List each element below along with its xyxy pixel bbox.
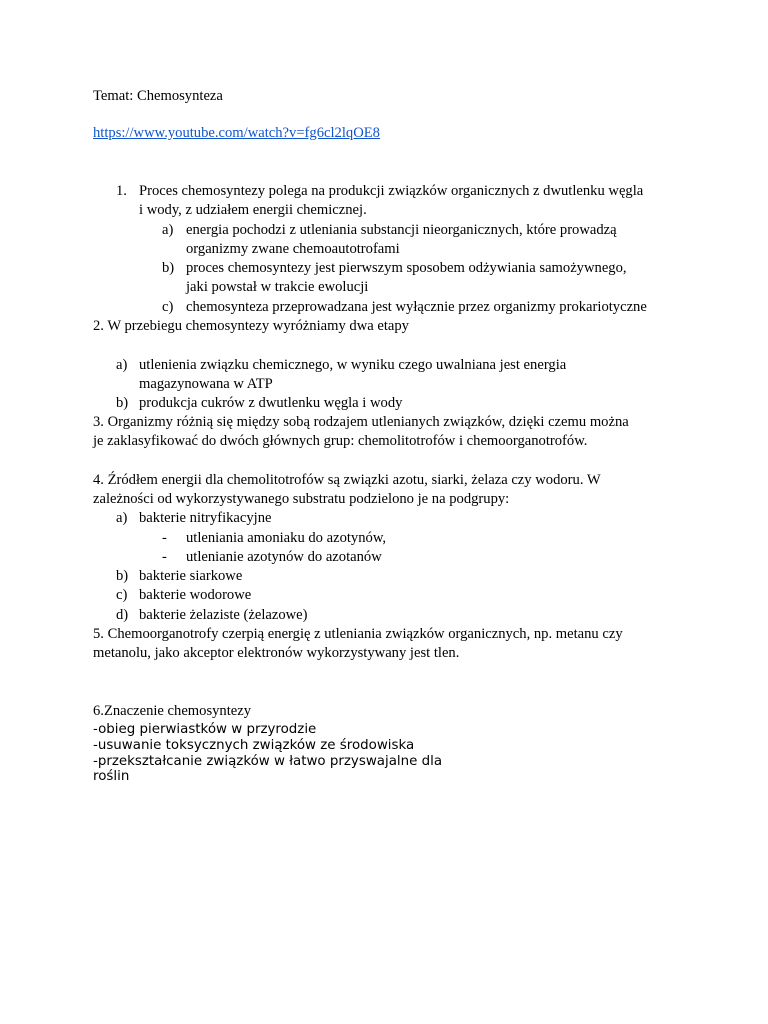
youtube-link[interactable]: https://www.youtube.com/watch?v=fg6cl2lqOE8	[93, 125, 380, 141]
item4-dash1-marker: -	[162, 530, 167, 546]
item4-dash1-text: utleniania amoniaku do azotynów,	[186, 530, 387, 546]
item4-c-marker: c)	[116, 587, 128, 603]
item1-b-marker: b)	[162, 260, 175, 276]
item4-line1: 4. Źródłem energii dla chemolitotrofów są związki azotu, siarki, żelaza czy wodoru. W	[93, 472, 601, 488]
item4-dash2-marker: -	[162, 549, 167, 565]
item3-line1: 3. Organizmy różnią się między sobą rodzajem utlenianych związków, dzięki czemu można	[93, 414, 629, 430]
item4-dash2-text: utlenianie azotynów do azotanów	[186, 549, 382, 565]
item4-b-marker: b)	[116, 568, 129, 584]
document-title: Temat: Chemosynteza	[93, 88, 223, 104]
item4-b-text: bakterie siarkowe	[139, 568, 243, 584]
item2-b-marker: b)	[116, 395, 129, 411]
item1-marker: 1.	[116, 183, 127, 199]
item1-b-line1: proces chemosyntezy jest pierwszym sposobem odżywiania samożywnego,	[186, 260, 627, 276]
item4-d-marker: d)	[116, 607, 129, 623]
item3-line2: je zaklasyfikować do dwóch głównych grup: chemolitotrofów i chemoorganotrofów.	[93, 433, 588, 449]
item4-line2: zależności od wykorzystywanego substratu podzielono je na podgrupy:	[93, 491, 510, 507]
item6-heading: 6.Znaczenie chemosyntezy	[93, 703, 252, 719]
item6-line2: -usuwanie toksycznych związków ze środowiska	[93, 738, 415, 753]
item2-b-line1: produkcja cukrów z dwutlenku węgla i wody	[139, 395, 403, 411]
item4-a-marker: a)	[116, 510, 128, 526]
item1-c-line1: chemosynteza przeprowadzana jest wyłącznie przez organizmy prokariotyczne	[186, 299, 647, 315]
item1-line1: Proces chemosyntezy polega na produkcji związków organicznych z dwutlenku węgla	[139, 183, 644, 199]
item2-heading: 2. W przebiegu chemosyntezy wyróżniamy dwa etapy	[93, 318, 409, 334]
item6-line4: roślin	[93, 769, 130, 784]
item1-c-marker: c)	[162, 299, 174, 315]
item6-line1: -obieg pierwiastków w przyrodzie	[93, 722, 317, 737]
item1-b-line2: jaki powstał w trakcie ewolucji	[186, 279, 369, 295]
item4-c-text: bakterie wodorowe	[139, 587, 252, 603]
item4-d-text: bakterie żelaziste (żelazowe)	[139, 607, 308, 623]
item2-a-line2: magazynowana w ATP	[139, 376, 273, 392]
item1-a-marker: a)	[162, 222, 174, 238]
item2-a-line1: utlenienia związku chemicznego, w wyniku czego uwalniana jest energia	[139, 357, 567, 373]
item5-line2: metanolu, jako akceptor elektronów wykorzystywany jest tlen.	[93, 645, 460, 661]
item2-a-marker: a)	[116, 357, 128, 373]
item1-a-line1: energia pochodzi z utleniania substancji nieorganicznych, które prowadzą	[186, 222, 617, 238]
item1-line2: i wody, z udziałem energii chemicznej.	[139, 202, 367, 218]
item4-a-text: bakterie nitryfikacyjne	[139, 510, 272, 526]
item1-a-line2: organizmy zwane chemoautotrofami	[186, 241, 400, 257]
item5-line1: 5. Chemoorganotrofy czerpią energię z utleniania związków organicznych, np. metanu czy	[93, 626, 623, 642]
item6-line3: -przekształcanie związków w łatwo przyswajalne dla	[93, 754, 443, 769]
